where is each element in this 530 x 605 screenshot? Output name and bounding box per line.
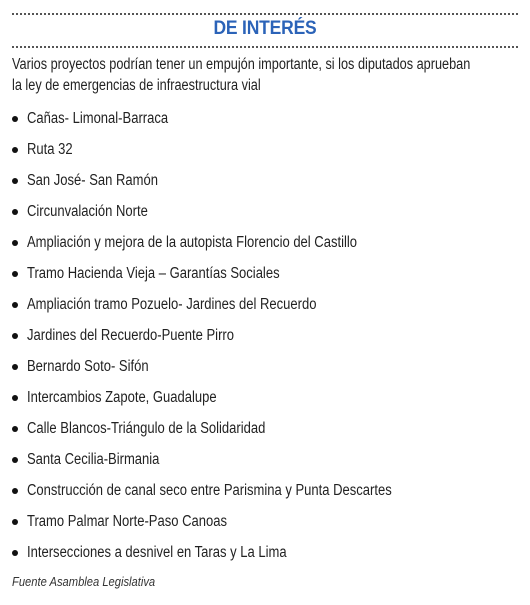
section-title: DE INTERÉS [213, 18, 317, 39]
bullet-icon [12, 488, 18, 494]
list-item [12, 165, 461, 196]
bullet-icon [12, 147, 18, 153]
bullet-icon [12, 426, 18, 432]
project-name: Cañas- Limonal-Barraca [27, 109, 169, 127]
list-item [12, 258, 461, 289]
project-name: Construcción de canal seco entre Parismina y Punta Descartes [27, 481, 392, 499]
list-item [12, 320, 461, 351]
bullet-icon [12, 178, 18, 184]
project-name: Intersecciones a desnivel en Taras y La Lima [27, 543, 287, 561]
project-name: Tramo Hacienda Vieja – Garantías Sociales [27, 264, 280, 282]
project-name: Tramo Palmar Norte-Paso Canoas [27, 512, 227, 530]
list-item [12, 506, 461, 537]
bullet-icon [12, 302, 18, 308]
list-item [12, 134, 461, 165]
list-item [12, 196, 461, 227]
bullet-icon [12, 550, 18, 556]
project-name: Intercambios Zapote, Guadalupe [27, 388, 217, 406]
list-item [12, 289, 461, 320]
intro-line-2: la ley de emergencias de infraestructura vial [12, 77, 261, 94]
list-item [12, 351, 461, 382]
project-name: Calle Blancos-Triángulo de la Solidaridad [27, 419, 266, 437]
bullet-icon [12, 457, 18, 463]
project-name: Santa Cecilia-Birmania [27, 450, 160, 468]
bullet-icon [12, 240, 18, 246]
intro-line-1: Varios proyectos podrían tener un empujón importante, si los diputados aprueban [12, 56, 471, 73]
top-dotted-rule [12, 13, 518, 15]
bullet-icon [12, 395, 18, 401]
project-name: Circunvalación Norte [27, 202, 148, 220]
intro-paragraph [12, 54, 520, 96]
list-item [12, 103, 461, 134]
list-item [12, 475, 461, 506]
project-name: Ruta 32 [27, 140, 73, 158]
project-name: San José- San Ramón [27, 171, 159, 189]
list-item [12, 537, 461, 568]
bullet-icon [12, 364, 18, 370]
source-credit: Fuente Asamblea Legislativa [12, 574, 156, 589]
project-name: Bernardo Soto- Sifón [27, 357, 149, 375]
project-name: Ampliación y mejora de la autopista Florencio del Castillo [27, 233, 358, 251]
project-list [12, 103, 461, 568]
project-name: Jardines del Recuerdo-Puente Pirro [27, 326, 234, 344]
list-item [12, 444, 461, 475]
bullet-icon [12, 271, 18, 277]
bullet-icon [12, 209, 18, 215]
list-item [12, 227, 461, 258]
list-item [12, 413, 461, 444]
list-item [12, 382, 461, 413]
bullet-icon [12, 333, 18, 339]
project-name: Ampliación tramo Pozuelo- Jardines del Recuerdo [27, 295, 317, 313]
bullet-icon [12, 116, 18, 122]
title-dotted-rule [12, 46, 518, 48]
bullet-icon [12, 519, 18, 525]
